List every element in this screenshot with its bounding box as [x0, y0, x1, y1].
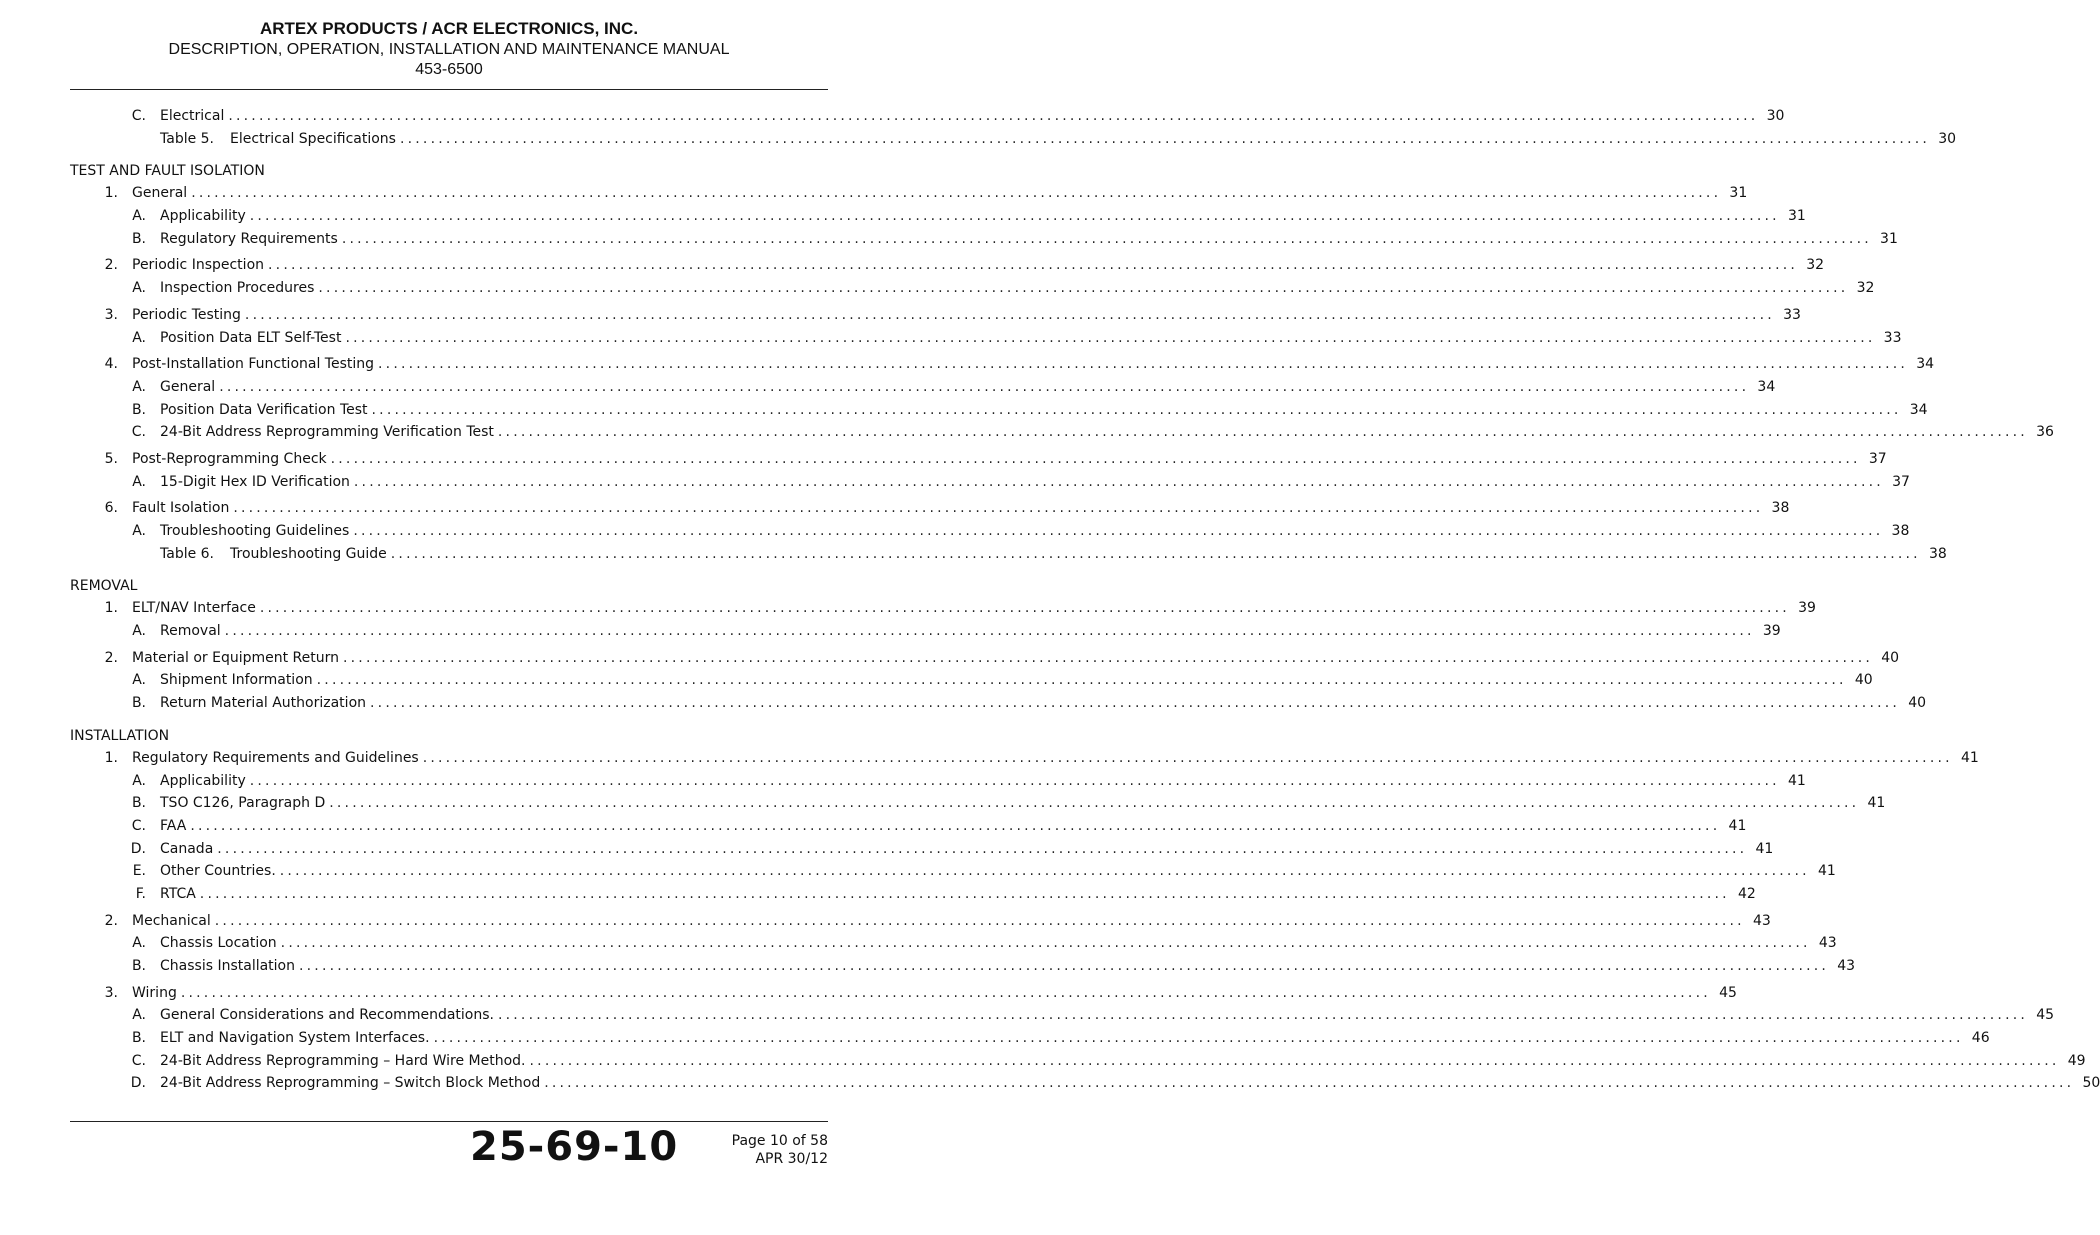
page-info	[732, 1132, 828, 1168]
toc-entry[interactable]	[70, 1072, 2100, 1095]
toc-entry-page: 39	[1762, 623, 1781, 640]
toc-entry-page: 42	[1738, 885, 1756, 902]
dot-leader: ........................................................................................................................................................................................................	[329, 795, 1860, 812]
toc-entry[interactable]	[70, 471, 1910, 494]
toc-entry-number: 5.	[104, 450, 118, 467]
toc-entry[interactable]	[70, 182, 1748, 205]
toc-entry-page: 34	[1916, 356, 1935, 373]
toc-entry-title: Removal	[160, 623, 221, 640]
dot-leader: ........................................................................................................................................................................................................	[378, 356, 1909, 373]
toc-entry-number: C.	[131, 108, 146, 124]
toc-entry-body	[160, 421, 2054, 444]
toc-entry-title: Other Countries.	[160, 863, 276, 880]
toc-entry-title: Periodic Testing	[132, 306, 241, 323]
page-footer	[70, 1122, 828, 1182]
dot-leader: ........................................................................................................................................................................................................	[497, 424, 2028, 441]
toc-entry-number: A.	[132, 623, 146, 640]
toc-entry-title: Wiring	[132, 984, 177, 1001]
toc-entry-body	[160, 792, 1886, 815]
table-of-contents	[70, 105, 2100, 1095]
dot-leader: ........................................................................................................................................................................................................	[345, 329, 1876, 346]
toc-entry-body	[132, 910, 1771, 933]
toc-entry-title: Regulatory Requirements and Guidelines	[132, 749, 419, 766]
toc-entry-page: 37	[1892, 473, 1910, 490]
toc-entry-page: 38	[1929, 545, 1947, 562]
toc-entry[interactable]	[70, 277, 1875, 300]
toc-entry[interactable]	[70, 353, 1935, 376]
toc-entry[interactable]	[70, 692, 1927, 715]
toc-entry-title: TSO C126, Paragraph D	[160, 795, 326, 812]
toc-entry-page: 30	[1938, 130, 1957, 147]
toc-entry-title: Material or Equipment Return	[132, 649, 339, 666]
toc-section-heading[interactable]: TEST AND FAULT ISOLATION	[70, 163, 265, 180]
toc-entry-body	[160, 376, 1776, 399]
toc-entry-title: Troubleshooting Guide	[230, 545, 387, 562]
toc-section-heading[interactable]: REMOVAL	[70, 578, 138, 595]
toc-entry-page: 34	[1909, 401, 1928, 418]
toc-entry-title: Position Data Verification Test	[160, 401, 368, 418]
toc-entry-page: 40	[1908, 695, 1927, 712]
toc-entry-title: Electrical	[160, 108, 225, 124]
toc-entry-number: B.	[131, 1030, 146, 1047]
dot-leader: ........................................................................................................................................................................................................	[199, 885, 1730, 902]
toc-entry-number: A.	[132, 473, 146, 490]
toc-entry-body	[132, 982, 1737, 1005]
toc-entry[interactable]	[70, 105, 1785, 128]
toc-entry-title: Applicability	[160, 208, 246, 225]
toc-entry-title: Applicability	[160, 772, 246, 789]
dot-leader: ........................................................................................................................................................................................................	[390, 545, 1921, 562]
toc-entry-number: E.	[132, 863, 146, 880]
toc-entry-body	[132, 353, 1935, 376]
toc-entry-page: 45	[1719, 984, 1737, 1001]
toc-entry-number: B.	[131, 401, 146, 418]
toc-entry-number: 1.	[104, 749, 118, 766]
toc-entry-body	[132, 647, 1900, 670]
toc-entry-title: General Considerations and Recommendations.	[160, 1007, 494, 1024]
toc-entry-body	[160, 815, 1747, 838]
toc-entry-body	[160, 205, 1806, 228]
toc-entry[interactable]	[70, 860, 1836, 883]
toc-entry-title: ELT and Navigation System Interfaces.	[160, 1030, 430, 1047]
toc-entry-page: 50	[2082, 1075, 2100, 1092]
toc-entry-title: Shipment Information	[160, 672, 313, 689]
dot-leader: ........................................................................................................................................................................................................	[280, 935, 1811, 952]
toc-entry-number: Table 5.	[160, 130, 215, 147]
toc-entry[interactable]	[70, 669, 1873, 692]
toc-entry-title: Chassis Location	[160, 935, 277, 952]
toc-entry-number: A.	[132, 772, 146, 789]
toc-entry-body	[160, 669, 1873, 692]
dot-leader: ........................................................................................................................................................................................................	[371, 401, 1902, 418]
toc-entry[interactable]	[70, 327, 1902, 350]
toc-entry-body	[160, 105, 1785, 128]
toc-entry-page: 32	[1856, 280, 1875, 297]
toc-entry-body	[132, 254, 1825, 277]
toc-entry-page: 31	[1729, 185, 1748, 202]
toc-entry-body	[160, 1004, 2055, 1027]
toc-entry-number: F.	[135, 885, 146, 902]
toc-entry-title: Chassis Installation	[160, 958, 295, 974]
toc-entry-title: Electrical Specifications	[230, 130, 396, 147]
toc-entry-number: 2.	[104, 912, 118, 929]
toc-entry[interactable]	[70, 910, 1771, 933]
dot-leader: ........................................................................................................................................................................................................	[214, 912, 1745, 929]
ata-chapter-number: 25-69-10	[470, 1124, 679, 1170]
toc-entry-title: 24-Bit Address Reprogramming – Switch Block Method	[160, 1075, 541, 1092]
toc-entry[interactable]	[70, 254, 1825, 277]
toc-entry-page: 37	[1868, 450, 1887, 467]
toc-entry-page: 34	[1757, 378, 1776, 395]
dot-leader: ........................................................................................................................................................................................................	[353, 523, 1884, 539]
toc-entry-number: A.	[132, 329, 146, 346]
company-name: ARTEX PRODUCTS / ACR ELECTRONICS, INC.	[259, 19, 639, 38]
toc-entry-body	[132, 448, 1887, 471]
toc-entry-number: B.	[131, 958, 146, 974]
toc-entry[interactable]	[70, 520, 1910, 543]
toc-entry-page: 33	[1883, 329, 1902, 346]
toc-entry[interactable]	[70, 205, 1806, 228]
header-divider	[70, 89, 828, 90]
revision-date: APR 30/12	[755, 1151, 828, 1167]
toc-entry-body	[160, 1050, 2086, 1073]
toc-entry[interactable]	[70, 620, 1781, 643]
toc-entry-number: 1.	[104, 185, 118, 202]
dot-leader: ........................................................................................................................................................................................................	[259, 600, 1790, 617]
toc-entry-body	[160, 471, 1910, 494]
toc-entry-number: 4.	[104, 356, 118, 373]
toc-entry-number: A.	[132, 378, 146, 395]
toc-entry-body	[160, 770, 1806, 793]
toc-entry-number: 1.	[104, 600, 118, 617]
toc-entry-page: 31	[1787, 208, 1806, 225]
toc-entry-body	[160, 1072, 2100, 1095]
toc-entry-page: 41	[1867, 795, 1886, 812]
toc-entry[interactable]	[70, 399, 1928, 422]
dot-leader: ........................................................................................................................................................................................................	[268, 257, 1799, 274]
dot-leader: ........................................................................................................................................................................................................	[353, 473, 1884, 490]
toc-entry[interactable]	[70, 1004, 2055, 1027]
toc-entry[interactable]	[70, 228, 1898, 251]
toc-entry-body	[160, 228, 1898, 251]
toc-entry-number: B.	[131, 795, 146, 812]
dot-leader: ........................................................................................................................................................................................................	[279, 863, 1810, 880]
toc-entry-number: C.	[131, 424, 146, 441]
dot-leader: ........................................................................................................................................................................................................	[529, 1052, 2060, 1069]
dot-leader: ........................................................................................................................................................................................................	[399, 130, 1931, 147]
dot-leader: ........................................................................................................................................................................................................	[190, 817, 1721, 834]
toc-entry[interactable]	[70, 647, 1900, 670]
toc-entry-title: General	[160, 378, 216, 395]
toc-entry-number: 3.	[104, 984, 118, 1001]
dot-leader: ........................................................................................................................................................................................................	[244, 306, 1775, 323]
toc-entry[interactable]	[70, 982, 1737, 1005]
toc-entry-title: Troubleshooting Guidelines	[160, 523, 350, 539]
toc-entry[interactable]	[70, 792, 1886, 815]
toc-entry-page: 46	[1971, 1030, 1990, 1047]
toc-entry-page: 41	[1755, 840, 1774, 857]
toc-entry-title: Regulatory Requirements	[160, 230, 338, 247]
toc-entry-body	[160, 932, 1837, 955]
toc-entry-page: 31	[1880, 230, 1898, 247]
dot-leader: ........................................................................................................................................................................................................	[180, 984, 1711, 1001]
dot-leader: ........................................................................................................................................................................................................	[497, 1007, 2029, 1024]
toc-entry[interactable]	[70, 128, 1957, 151]
toc-entry[interactable]	[70, 747, 1979, 770]
dot-leader: ........................................................................................................................................................................................................	[433, 1030, 1964, 1047]
toc-entry-page: 38	[1771, 500, 1790, 517]
toc-entry-page: 41	[1960, 749, 1979, 766]
dot-leader: ........................................................................................................................................................................................................	[316, 672, 1847, 689]
toc-entry-title: Position Data ELT Self-Test	[160, 329, 342, 346]
toc-entry[interactable]	[70, 883, 1756, 906]
toc-entry[interactable]	[70, 770, 1806, 793]
toc-entry-title: Post-Installation Functional Testing	[132, 356, 375, 373]
toc-entry-title: Post-Reprogramming Check	[132, 450, 327, 467]
toc-entry-page: 40	[1854, 672, 1873, 689]
toc-entry-number: A.	[132, 672, 146, 689]
dot-leader: ........................................................................................................................................................................................................	[249, 208, 1780, 225]
toc-entry-page: 41	[1787, 772, 1806, 789]
toc-entry-title: RTCA	[160, 885, 196, 902]
toc-entry-title: Inspection Procedures	[160, 280, 315, 297]
toc-entry-body	[160, 838, 1774, 861]
toc-entry-page: 39	[1798, 600, 1816, 617]
toc-entry-title: Periodic Inspection	[132, 257, 265, 274]
toc-entry-page: 41	[1728, 817, 1747, 834]
toc-entry-number: A.	[132, 935, 146, 952]
toc-entry-number: Table 6.	[160, 545, 215, 562]
toc-entry-page: 33	[1783, 306, 1801, 323]
dot-leader: ........................................................................................................................................................................................................	[422, 749, 1953, 766]
dot-leader: ........................................................................................................................................................................................................	[341, 230, 1872, 247]
toc-entry[interactable]	[70, 448, 1887, 471]
dot-leader: ........................................................................................................................................................................................................	[224, 623, 1755, 640]
toc-entry[interactable]	[70, 838, 1774, 861]
page-number: Page 10 of 58	[731, 1133, 828, 1149]
toc-entry-number: A.	[132, 1007, 146, 1024]
toc-entry-title: Canada	[160, 840, 214, 857]
toc-entry-number: A.	[132, 523, 146, 539]
toc-entry-page: 43	[1837, 958, 1856, 974]
toc-entry-number: B.	[131, 230, 146, 247]
toc-entry-page: 38	[1891, 523, 1910, 539]
toc-section-heading[interactable]: INSTALLATION	[70, 727, 170, 744]
toc-entry-body	[160, 955, 1856, 978]
toc-entry-body	[160, 327, 1902, 350]
toc-entry-body	[160, 620, 1781, 643]
document-number: 453-6500	[415, 61, 483, 78]
toc-entry-number: C.	[131, 817, 146, 834]
toc-entry[interactable]	[70, 304, 1801, 327]
toc-entry-body	[132, 597, 1816, 620]
page-header	[70, 18, 828, 80]
toc-entry-title: Fault Isolation	[132, 500, 230, 517]
toc-entry-page: 49	[2067, 1052, 2086, 1069]
toc-entry-title: Mechanical	[132, 912, 211, 929]
dot-leader: ........................................................................................................................................................................................................	[370, 695, 1901, 712]
dot-leader: ........................................................................................................................................................................................................	[249, 772, 1780, 789]
toc-entry-page: 43	[1753, 912, 1771, 929]
dot-leader: ........................................................................................................................................................................................................	[318, 280, 1849, 297]
dot-leader: ........................................................................................................................................................................................................	[233, 500, 1764, 517]
toc-entry-page: 32	[1806, 257, 1825, 274]
toc-entry[interactable]	[70, 1027, 1990, 1050]
toc-entry-title: Return Material Authorization	[160, 695, 367, 712]
toc-entry-number: D.	[130, 1075, 146, 1092]
toc-entry-page: 45	[2036, 1007, 2055, 1024]
toc-entry-number: 2.	[104, 257, 118, 274]
dot-leader: ........................................................................................................................................................................................................	[299, 958, 1830, 974]
dot-leader: ........................................................................................................................................................................................................	[191, 185, 1722, 202]
toc-entry-page: 43	[1818, 935, 1837, 952]
toc-entry-page: 30	[1766, 108, 1785, 124]
toc-entry-title: FAA	[160, 817, 187, 834]
toc-entry-page: 41	[1818, 863, 1836, 880]
toc-entry-title: 24-Bit Address Reprogramming – Hard Wire Method.	[160, 1052, 526, 1069]
toc-entry-number: C.	[131, 1052, 146, 1069]
toc-entry-body	[160, 277, 1875, 300]
toc-entry-body	[230, 543, 1947, 566]
dot-leader: ........................................................................................................................................................................................................	[544, 1075, 2075, 1092]
dot-leader: ........................................................................................................................................................................................................	[343, 649, 1874, 666]
toc-entry-body	[132, 304, 1801, 327]
toc-entry-body	[160, 399, 1928, 422]
dot-leader: ........................................................................................................................................................................................................	[330, 450, 1861, 467]
toc-entry[interactable]	[70, 932, 1837, 955]
manual-title: DESCRIPTION, OPERATION, INSTALLATION AND MAINTENANCE MANUAL	[168, 41, 730, 58]
toc-entry[interactable]	[70, 955, 1856, 978]
toc-entry-title: 15-Digit Hex ID Verification	[160, 473, 350, 490]
toc-entry-body	[160, 883, 1756, 906]
toc-entry-title: 24-Bit Address Reprogramming Verification Test	[160, 424, 494, 441]
toc-entry[interactable]	[70, 543, 1947, 566]
toc-entry-number: B.	[131, 695, 146, 712]
dot-leader: ........................................................................................................................................................................................................	[228, 108, 1759, 124]
toc-entry-body	[160, 520, 1910, 543]
toc-entry-number: 2.	[104, 649, 118, 666]
toc-entry[interactable]	[70, 421, 2054, 444]
dot-leader: ........................................................................................................................................................................................................	[217, 840, 1748, 857]
toc-entry-number: 3.	[104, 306, 118, 323]
toc-entry-page: 36	[2036, 424, 2054, 441]
toc-entry-body	[230, 128, 1957, 151]
toc-entry-number: A.	[132, 280, 146, 297]
toc-entry-body	[160, 860, 1836, 883]
toc-entry[interactable]	[70, 597, 1816, 620]
toc-entry-body	[160, 1027, 1990, 1050]
toc-entry[interactable]	[70, 376, 1776, 399]
toc-entry-body	[132, 747, 1979, 770]
toc-entry-number: D.	[130, 840, 146, 857]
toc-entry-body	[132, 497, 1790, 520]
toc-entry-page: 40	[1881, 649, 1900, 666]
toc-entry-title: General	[132, 185, 188, 202]
toc-entry-body	[160, 692, 1927, 715]
toc-entry-number: 6.	[104, 500, 118, 517]
toc-entry[interactable]	[70, 497, 1790, 520]
dot-leader: ........................................................................................................................................................................................................	[219, 378, 1750, 395]
toc-entry[interactable]	[70, 1050, 2086, 1073]
toc-entry-number: A.	[132, 208, 146, 225]
toc-entry-body	[132, 182, 1748, 205]
toc-entry-title: ELT/NAV Interface	[132, 600, 256, 617]
toc-entry[interactable]	[70, 815, 1747, 838]
